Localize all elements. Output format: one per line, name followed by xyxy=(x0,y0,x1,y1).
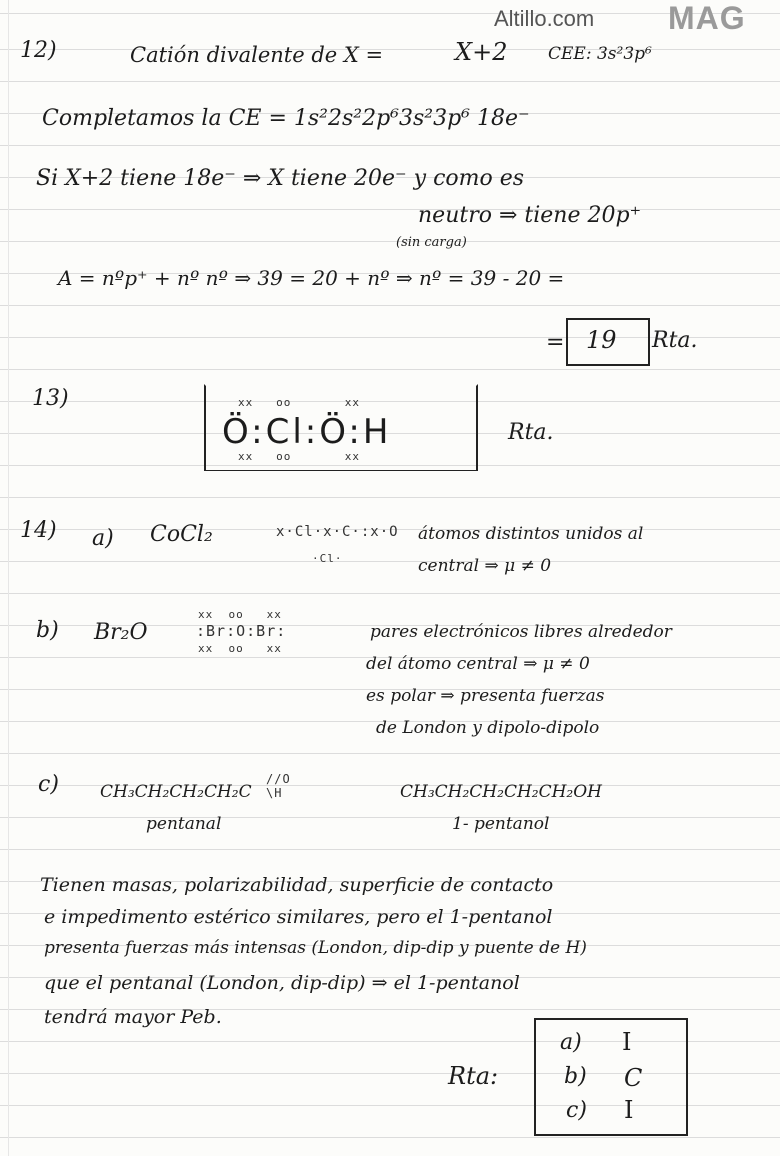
q12-ion: X+2 xyxy=(455,38,508,66)
q14a-formula: CoCl₂ xyxy=(150,522,213,547)
q14b-note4: de London y dipolo-dipolo xyxy=(376,718,600,738)
q12-line2: Completamos la CE = 1s²2s²2p⁶3s²3p⁶ 18e⁻ xyxy=(42,106,530,131)
q14c-name-pentanal: pentanal xyxy=(146,814,222,834)
q14a-note2: central ⇒ μ ≠ 0 xyxy=(418,556,552,576)
q12-line1: Catión divalente de X = xyxy=(130,43,384,67)
final-answer-row-a-value: I xyxy=(622,1028,632,1056)
q13-number: 13) xyxy=(32,386,69,411)
conclusion-line3: presenta fuerzas más intensas (London, dip-dip y puente de H) xyxy=(44,938,587,958)
q14-number: 14) xyxy=(20,518,57,543)
page-margin xyxy=(8,0,9,1156)
final-answer-row-b-value: C xyxy=(624,1064,643,1092)
final-answer-row-a-label: a) xyxy=(560,1030,582,1055)
q12-equals: = xyxy=(546,330,565,355)
q12-line4: neutro ⇒ tiene 20p⁺ xyxy=(418,203,642,228)
q12-number: 12) xyxy=(20,38,57,63)
q13-top-dots: xx oo xx xyxy=(238,396,360,409)
q13-bottom-dots: xx oo xx xyxy=(238,450,360,463)
q14a-lewis-sketch: x·Cl·x·C·:x·O xyxy=(276,524,399,540)
q14b-lewis-sketch: :Br:O:Br: xyxy=(196,622,287,640)
final-answer-row-c-value: I xyxy=(624,1096,634,1124)
page-badge: MAG xyxy=(668,0,746,36)
q14a-lewis-sketch-lower: ·Cl· xyxy=(312,552,343,565)
q12-line5: A = nºp⁺ + nº nº ⇒ 39 = 20 + nº ⇒ nº = 39 - 20 = xyxy=(58,266,565,290)
q13-lewis-structure: Ö:Cl:Ö:H xyxy=(222,412,392,452)
final-answer-row-c-label: c) xyxy=(566,1098,587,1123)
q14c-formula-pentanol: CH₃CH₂CH₂CH₂CH₂OH xyxy=(400,782,602,802)
q14c-label: c) xyxy=(38,772,59,797)
q12-line3: Si X+2 tiene 18e⁻ ⇒ X tiene 20e⁻ y como es xyxy=(36,166,525,191)
q14b-note1: pares electrónicos libres alrededor xyxy=(370,622,672,642)
q14a-note1: átomos distintos unidos al xyxy=(418,524,644,544)
q12-note: (sin carga) xyxy=(396,235,467,250)
q14c-name-pentanol: 1- pentanol xyxy=(452,814,550,834)
q12-rta: Rta. xyxy=(652,328,698,353)
conclusion-line4: que el pentanal (London, dip-dip) ⇒ el 1-pentanol xyxy=(44,972,520,994)
q14b-note3: es polar ⇒ presenta fuerzas xyxy=(366,686,605,706)
q14b-bottom-dots: xx oo xx xyxy=(198,642,282,655)
q14c-formula-pentanal: CH₃CH₂CH₂CH₂C xyxy=(100,782,252,802)
q12-config: CEE: 3s²3p⁶ xyxy=(548,44,652,64)
conclusion-line5: tendrá mayor Peb. xyxy=(44,1006,222,1028)
q12-answer: 19 xyxy=(586,326,617,354)
q14b-label: b) xyxy=(36,618,59,643)
conclusion-line2: e impedimento estérico similares, pero el 1-pentanol xyxy=(44,906,553,928)
q14b-formula: Br₂O xyxy=(94,620,148,645)
q14b-top-dots: xx oo xx xyxy=(198,608,282,621)
final-answer-box xyxy=(534,1018,688,1136)
q14c-aldehyde-group: //O \H xyxy=(266,772,291,800)
q14b-note2: del átomo central ⇒ μ ≠ 0 xyxy=(366,654,590,674)
final-answer-row-b-label: b) xyxy=(564,1064,587,1089)
q13-rta: Rta. xyxy=(508,420,554,445)
q14a-label: a) xyxy=(92,526,114,551)
final-rta: Rta: xyxy=(448,1062,499,1090)
conclusion-line1: Tienen masas, polarizabilidad, superficie de contacto xyxy=(40,874,554,896)
site-watermark: Altillo.com xyxy=(494,6,595,31)
